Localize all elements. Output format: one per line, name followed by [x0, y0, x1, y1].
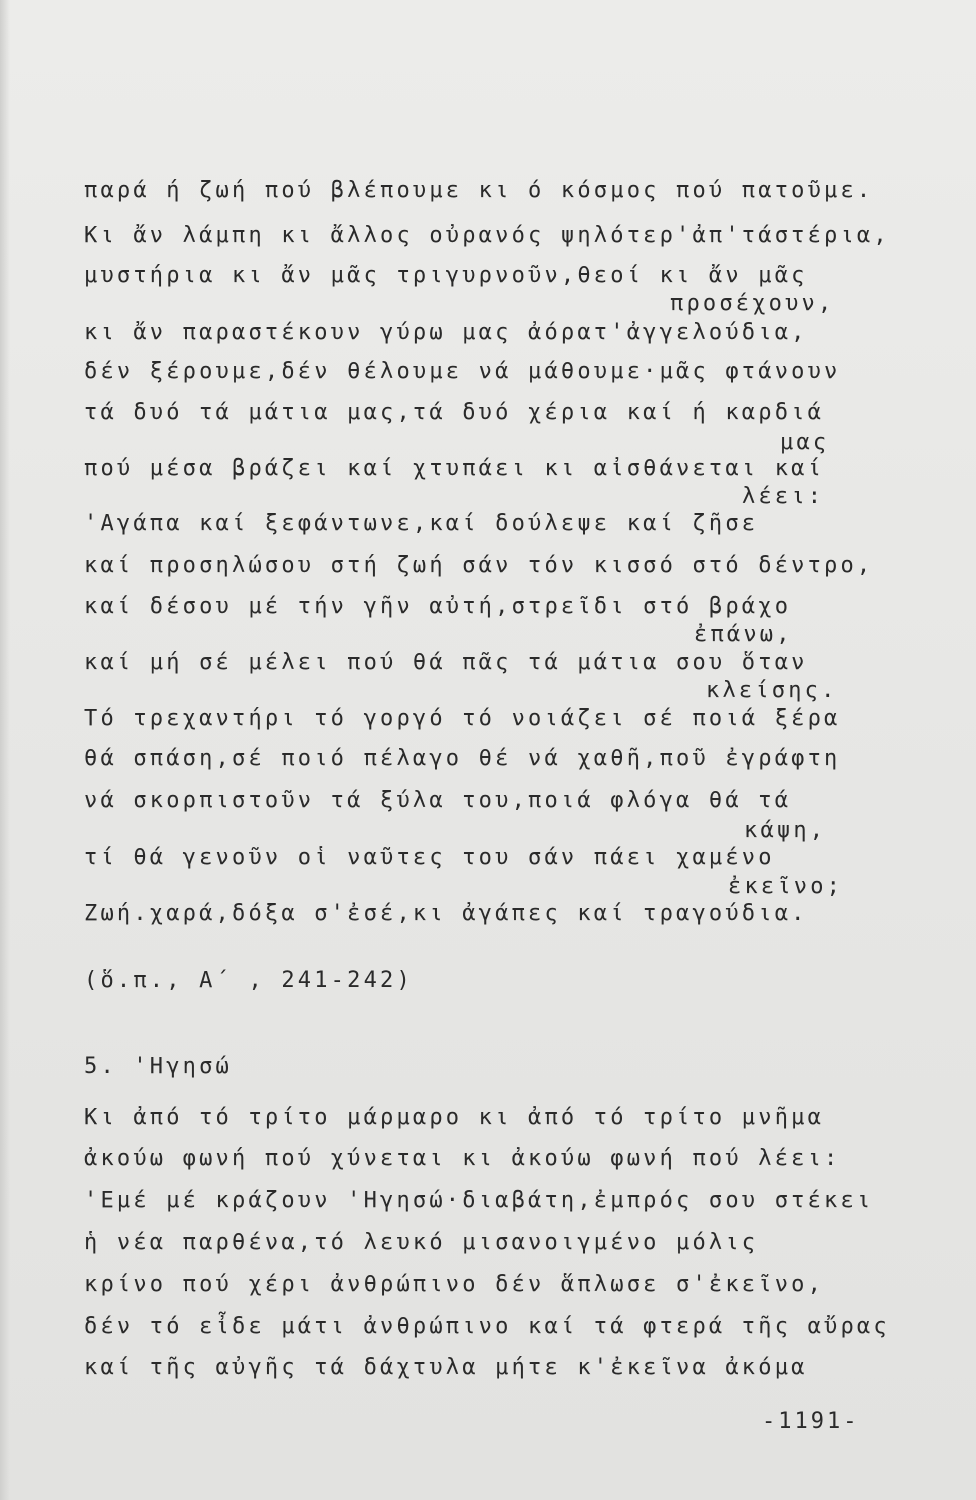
poem-line-overflow: κάψη,	[744, 818, 827, 843]
poem-line: μυστήρια κι ἄν μᾶς τριγυρνοῦν,θεοί κι ἄν μᾶς	[84, 263, 808, 288]
poem-line: νά σκορπιστοῦν τά ξύλα του,ποιά φλόγα θά τά	[84, 788, 792, 813]
poem-line-overflow: ἐκεῖνο;	[728, 874, 844, 899]
poem-line: 'Εμέ μέ κράζουν 'Ηγησώ·διαβάτη,ἐμπρός σου στέκει	[84, 1188, 874, 1213]
poem-line: κι ἄν παραστέκουν γύρω μας ἀόρατ'ἀγγελούδια,	[84, 320, 808, 345]
poem-line: Κι ἀπό τό τρίτο μάρμαρο κι ἀπό τό τρίτο μνῆμα	[84, 1105, 825, 1130]
poem-line: δέν ξέρουμε,δέν θέλουμε νά μάθουμε·μᾶς φτάνουν	[84, 359, 841, 384]
poem-line: καί μή σέ μέλει πού θά πᾶς τά μάτια σου ὅταν	[84, 650, 808, 675]
poem-line-overflow: ἐπάνω,	[694, 622, 793, 647]
poem-line: καί δέσου μέ τήν γῆν αὐτή,στρεῖδι στό βράχο	[84, 594, 792, 619]
poem-line: καί τῆς αὐγῆς τά δάχτυλα μήτε κ'ἐκεῖνα ἀκόμα	[84, 1355, 808, 1380]
poem-line: τί θά γενοῦν οἱ ναῦτες του σάν πάει χαμένο	[84, 845, 775, 870]
poem-line: Ζωή.χαρά,δόξα σ'ἐσέ,κι ἀγάπες καί τραγούδια.	[84, 901, 808, 926]
poem-line: Τό τρεχαντήρι τό γοργό τό νοιάζει σέ ποιά ξέρα	[84, 706, 841, 731]
section-heading: 5. 'Ηγησώ	[84, 1054, 233, 1079]
citation: (ὅ.π., Α΄ , 241-242)	[84, 968, 413, 993]
poem-line: πού μέσα βράζει καί χτυπάει κι αἰσθάνεται καί	[84, 456, 825, 481]
poem-line: ἡ νέα παρθένα,τό λευκό μισανοιγμένο μόλις	[84, 1230, 759, 1255]
poem-line-overflow: μας	[780, 430, 830, 455]
poem-line: 'Αγάπα καί ξεφάντωνε,καί δούλεψε καί ζῆσε	[84, 511, 759, 536]
poem-line: καί προσηλώσου στή ζωή σάν τόν κισσό στό δέντρο,	[84, 553, 874, 578]
page-edge-shadow	[0, 0, 10, 1500]
page-number: -1191-	[762, 1409, 860, 1434]
poem-line-overflow: λέει:	[742, 484, 825, 509]
poem-line: κρίνο πού χέρι ἀνθρώπινο δέν ἅπλωσε σ'ἐκεῖνο,	[84, 1272, 825, 1297]
poem-line: ἀκούω φωνή πού χύνεται κι ἀκούω φωνή πού λέει:	[84, 1146, 841, 1171]
poem-line-overflow: κλείσης.	[706, 678, 838, 703]
poem-line: θά σπάση,σέ ποιό πέλαγο θέ νά χαθῆ,ποῦ ἐγράφτη	[84, 746, 841, 771]
poem-line: τά δυό τά μάτια μας,τά δυό χέρια καί ή καρδιά	[84, 400, 825, 425]
poem-line: παρά ή ζωή πού βλέπουμε κι ό κόσμος πού πατοῦμε.	[84, 178, 874, 203]
poem-line: δέν τό εἶδε μάτι ἀνθρώπινο καί τά φτερά τῆς αὔρας	[84, 1314, 890, 1339]
poem-line: Κι ἄν λάμπη κι ἄλλος οὐρανός ψηλότερ'ἀπ'τάστέρια,	[84, 223, 890, 248]
poem-line-overflow: προσέχουν,	[670, 291, 835, 316]
